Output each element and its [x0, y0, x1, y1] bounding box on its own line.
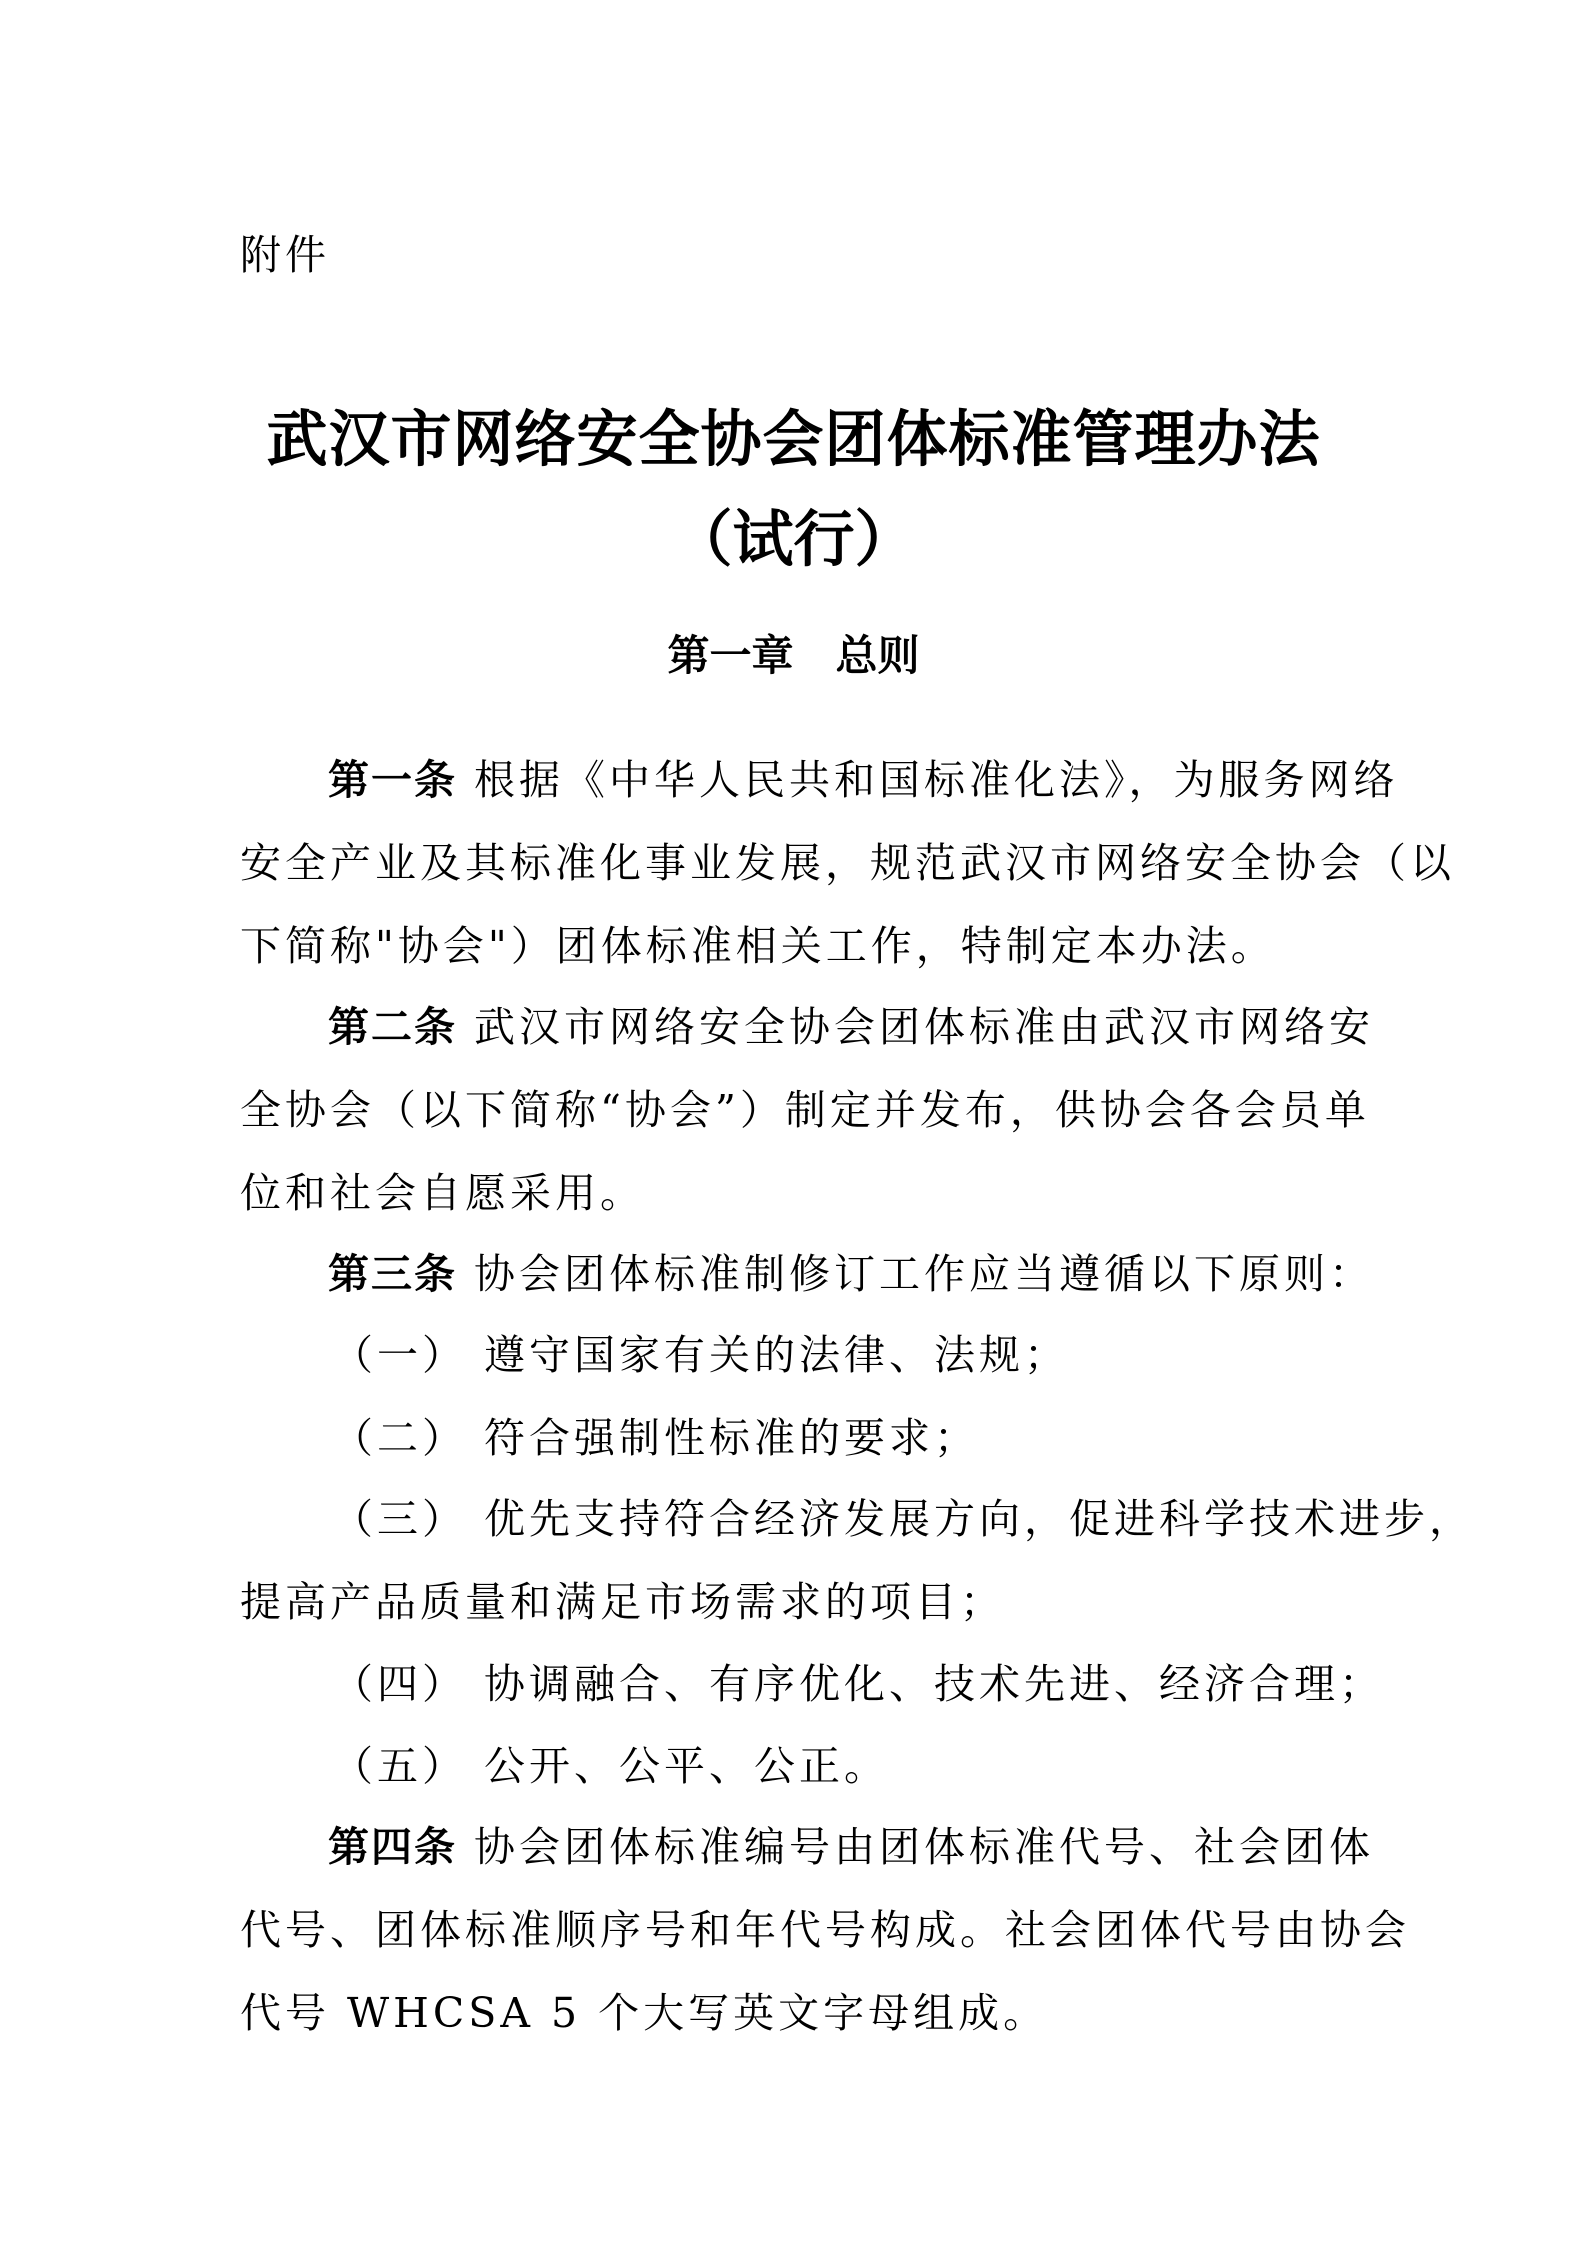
article-3-item-5: （五） 公开、公平、公正。 — [332, 1742, 890, 1790]
article-3-item-1: （一） 遵守国家有关的法律、法规； — [332, 1331, 1070, 1379]
article-1-line-3: 下简称"协会"）团体标准相关工作，特制定本办法。 — [240, 922, 1276, 970]
article-3-item-4: （四） 协调融合、有序优化、技术先进、经济合理； — [332, 1660, 1385, 1708]
article-2-line-3: 位和社会自愿采用。 — [240, 1169, 645, 1217]
article-4-number: 第四条 — [328, 1823, 457, 1871]
article-2-text-1: 武汉市网络安全协会团体标准由武汉市网络安 — [457, 1003, 1375, 1051]
document-title: 武汉市网络安全协会团体标准管理办法 — [266, 404, 1321, 475]
article-1-line-1 — [328, 755, 1399, 805]
article-2-number: 第二条 — [328, 1003, 457, 1051]
article-3-item-3: （三） 优先支持符合经济发展方向，促进科学技术进步， — [332, 1495, 1475, 1543]
article-3-number: 第三条 — [328, 1250, 457, 1298]
chapter-heading: 第一章 总则 — [667, 631, 920, 680]
article-1-number: 第一条 — [328, 756, 457, 804]
document-subtitle: （试行） — [671, 504, 916, 575]
article-3-line-1 — [328, 1249, 1374, 1299]
article-4-line-1 — [328, 1822, 1374, 1872]
attachment-label: 附件 — [240, 231, 330, 279]
article-2-line-1 — [328, 1002, 1374, 1052]
article-3-item-3-continued: 提高产品质量和满足市场需求的项目； — [240, 1578, 1005, 1626]
article-3-text-1: 协会团体标准制修订工作应当遵循以下原则： — [457, 1250, 1375, 1298]
article-1-line-2: 安全产业及其标准化事业发展，规范武汉市网络安全协会（以 — [240, 839, 1455, 887]
article-4-line-3: 代号 WHCSA 5 个大写英文字母组成。 — [240, 1989, 1049, 2037]
article-2-line-2: 全协会（以下简称“协会”）制定并发布，供协会各会员单 — [240, 1086, 1370, 1134]
article-4-line-2: 代号、团体标准顺序号和年代号构成。社会团体代号由协会 — [240, 1906, 1410, 1954]
article-1-text-1: 根据《中华人民共和国标准化法》，为服务网络 — [457, 756, 1399, 804]
article-4-text-1: 协会团体标准编号由团体标准代号、社会团体 — [457, 1823, 1375, 1871]
article-3-item-2: （二） 符合强制性标准的要求； — [332, 1414, 980, 1462]
